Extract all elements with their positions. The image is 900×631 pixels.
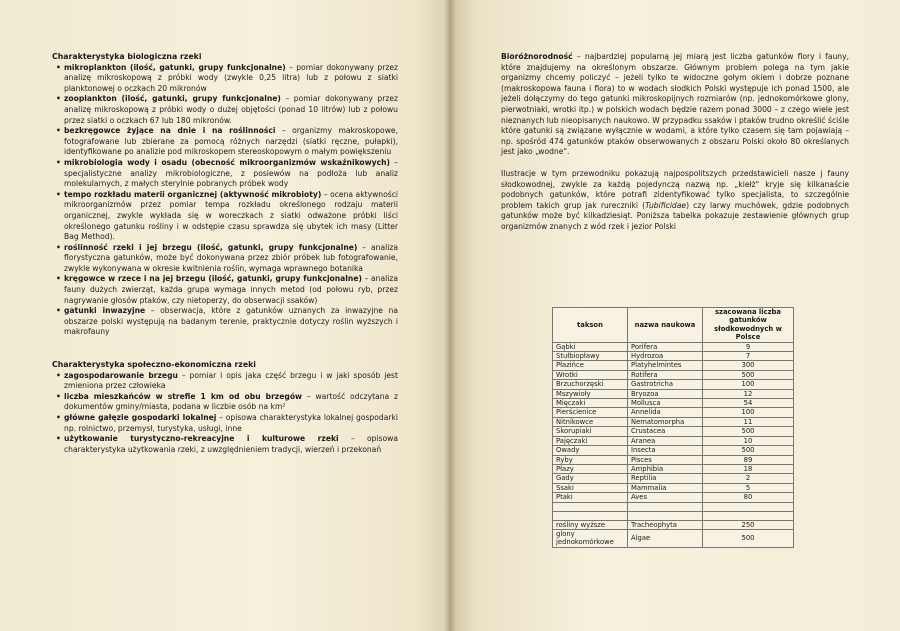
cell-takson: Nitnikowce [553,417,628,426]
cell-species-count: 300 [703,361,794,370]
cell-scientific-name: Crustacea [628,427,703,436]
cell-takson: Ptaki [553,493,628,502]
cell-species-count: 80 [703,493,794,502]
cell-scientific-name: Nematomorpha [628,417,703,426]
col-header-scientific-name: nazwa naukowa [628,308,703,343]
table-row [553,493,794,502]
cell-takson: Płazińce [553,361,628,370]
list-item: • główne gałęzie gospodarki lokalnej – opisowa charakterystyka lokalnej gospodarki np. rolnictwo, przemysł, turystyka, usługi, inne [64,413,398,434]
cell-species-count: 89 [703,455,794,464]
cell-takson: glony jednokomórkowe [553,529,628,547]
cell-species-count: 250 [703,520,794,529]
table-row-empty [553,511,794,520]
list-item: • zagospodarowanie brzegu – pomiar i opis jaka część brzegu i w jaki sposób jest zmieniona przez człowieka [64,371,398,392]
cell-scientific-name: Amphibia [628,464,703,473]
table-row [553,370,794,379]
cell-scientific-name: Hydrozoa [628,352,703,361]
illustrations-paragraph: Ilustracje w tym przewodniku pokazują najpospolitszych przedstawicieli nasze j fauny słodkowodnej, zwykle za każdą pojedynczą nazwą np. „kiełż" kryje się kilkanaście podobnych gatunków, które potrafi zidentyfikować tylko specjalista, to szczególnie problem takich grup jak rureczniki (Tubificidae) czy larwy muchówek, gdzie podobnych gatunków może być kilkadziesiąt. Poniższa tabelka pokazuje zestawienie głównych grup organizmów znanych z wód rzek i jezior Polski [501,168,849,231]
cell-takson: Ryby [553,455,628,464]
cell-species-count: 100 [703,408,794,417]
cell-scientific-name: Bryozoa [628,389,703,398]
soc-section-title: Charakterystyka społeczno-ekonomiczna rzeki [52,360,256,370]
empty-cell [553,511,628,520]
cell-takson: Ssaki [553,483,628,492]
cell-takson: Gady [553,474,628,483]
empty-cell [703,502,794,511]
cell-scientific-name: Pisces [628,455,703,464]
cell-takson: Owady [553,446,628,455]
cell-scientific-name: Annelida [628,408,703,417]
cell-takson: Wrotki [553,370,628,379]
cell-species-count: 12 [703,389,794,398]
cell-scientific-name: Insecta [628,446,703,455]
empty-cell [553,502,628,511]
cell-species-count: 100 [703,380,794,389]
table-row [553,408,794,417]
cell-scientific-name: Mollusca [628,399,703,408]
cell-species-count: 500 [703,529,794,547]
cell-scientific-name: Algae [628,529,703,547]
cell-takson: Pajęczaki [553,436,628,445]
cell-species-count: 2 [703,474,794,483]
cell-scientific-name: Mammalia [628,483,703,492]
cell-species-count: 11 [703,417,794,426]
cell-takson: Brzuchorzęski [553,380,628,389]
list-item: • bezkręgowce żyjące na dnie i na roślinności – organizmy makroskopowe, fotografowane lub zbierane za pomocą różnych narzędzi (siatki ręczne, pułapki), identyfikowane po analizie pod mikroskopem stereoskopowym o małym powiększeniu [64,126,398,158]
list-item: • tempo rozkładu materii organicznej (aktywność mikrobioty) – ocena aktywności mikroorganizmów przez pomiar tempa rozkładu określonego rodzaju materii organicznej, zwykle wykłada się w woreczkach z siatki odważone próbki liści określonego gatunku rośliny i w odstępie czasu sprawdza się ubytek ich masy (Litter Bag Method). [64,190,398,243]
cell-takson: Gąbki [553,342,628,351]
list-item: • liczba mieszkańców w strefie 1 km od obu brzegów – wartość odczytana z dokumentów gminy/miasta, podana w liczbie osób na km² [64,392,398,413]
empty-cell [628,502,703,511]
table-row [553,455,794,464]
table-row [553,520,794,529]
table-row [553,436,794,445]
table-row [553,474,794,483]
cell-takson: Pierścienice [553,408,628,417]
list-item: • roślinność rzeki i jej brzegu (ilość, gatunki, grupy funkcjonalne) – analiza florystyczna gatunków, może być dokonywana przez zbiór próbek lub fotografowanie, zwykle wykonywana w okresie kwitnienia roślin, wymaga wprawnego botanika [64,243,398,275]
cell-scientific-name: Porifera [628,342,703,351]
cell-scientific-name: Platyhelmintes [628,361,703,370]
cell-species-count: 9 [703,342,794,351]
cell-takson: Skorupiaki [553,427,628,436]
cell-takson: rośliny wyższe [553,520,628,529]
table-row [553,389,794,398]
col-header-takson: takson [553,308,628,343]
biodiversity-paragraph: Bioróżnorodność – najbardziej popularną jej miarą jest liczba gatunków flory i fauny, które znajdujemy na określonym obszarze. Głównym problem polega na tym jakie organizmy chcemy policzyć – jeżeli tylko te widoczne gołym okiem i dobrze poznane (makroskopowa fauna i flora) to w wodach słodkich Polski występuje ich ponad 1500, ale jeżeli dołączymy do tego gatunki mikroskopijnych rozmiarów (np. jednokomórkowe glony, pierwotniaki, wrotki itp.) w polskich wodach będzie razem ponad 3000 – z czego wiele jest nieznanych lub nieopisanych naukowo. W przypadku ssaków i ptaków trudno określić ściśle które gatunki są związane wyłącznie w wodami, a które tylko czasem się tam pojawiają – np. spośród 474 gatunków ptaków obserwowanych z obszaru Polski około 80 określanych jest jako „wodne". [501,52,849,157]
empty-cell [628,511,703,520]
cell-species-count: 500 [703,446,794,455]
list-item: • mikroplankton (ilość, gatunki, grupy funkcjonalne) – pomiar dokonywany przez analizę mikroskopową z próbki wody (zwykle 0,25 litra) lub z połowu z siatki planktonowej o oczkach 20 mikronów [64,63,398,95]
cell-scientific-name: Tracheophyta [628,520,703,529]
cell-species-count: 18 [703,464,794,473]
book-spine [444,0,456,631]
cell-scientific-name: Aves [628,493,703,502]
right-column [501,52,849,233]
cell-takson: Stułbiopławy [553,352,628,361]
list-item: • mikrobiologia wody i osadu (obecność mikroorganizmów wskaźnikowych) – specjalistyczne analizy mikrobiologiczne, z posiewów na podłoża lub analiz molekularnych, z małych sterylnie pobranych próbek wody [64,158,398,190]
cell-species-count: 54 [703,399,794,408]
cell-species-count: 500 [703,370,794,379]
table-row [553,464,794,473]
cell-species-count: 500 [703,427,794,436]
bio-list [52,63,398,338]
cell-scientific-name: Gastrotricha [628,380,703,389]
cell-species-count: 5 [703,483,794,492]
cell-species-count: 7 [703,352,794,361]
soc-list [52,371,398,456]
list-item: • kręgowce w rzece i na jej brzegu (ilość, gatunki, grupy funkcjonalne) – analiza fauny dużych zwierząt, każda grupa wymaga innych metod (od połowu ryb, przez nagrywanie głosów ptaków, czy nietoperzy, do obserwacji ssaków) [64,274,398,306]
table-header-row [553,308,794,343]
table-row [553,417,794,426]
list-item: • zooplankton (ilość, gatunki, grupy funkcjonalne) – pomiar dokonywany przez analizę mikroskopową z próbki wody o dużej objętości (ponad 10 litrów) lub z połowu przez siatki o oczkach 67 lub 180 mikronów. [64,94,398,126]
table-row [553,380,794,389]
taxa-table [552,307,794,548]
cell-scientific-name: Rotifera [628,370,703,379]
cell-scientific-name: Reptilia [628,474,703,483]
cell-takson: Mszywioły [553,389,628,398]
table-row [553,399,794,408]
list-item: • gatunki inwazyjne – obserwacja, które z gatunków uznanych za inwazyjne na obszarze polski występują na badanym terenie, praktycznie dotyczy roślin wyższych i makrofauny [64,306,398,338]
table-row [553,427,794,436]
table-row [553,446,794,455]
empty-cell [703,511,794,520]
table-row [553,529,794,547]
col-header-species-count: szacowana liczba gatunków słodkowodnych w Polsce [703,308,794,343]
table-row [553,361,794,370]
table-row-empty [553,502,794,511]
cell-scientific-name: Aranea [628,436,703,445]
left-column [52,52,398,455]
cell-species-count: 10 [703,436,794,445]
table-row [553,352,794,361]
list-item: • użytkowanie turystyczno-rekreacyjne i kulturowe rzeki – opisowa charakterystyka użytkowania rzeki, z uwzględnieniem tradycji, wierzeń i przekonań [64,434,398,455]
bio-section-title: Charakterystyka biologiczna rzeki [52,52,202,61]
table-row [553,342,794,351]
cell-takson: Płazy [553,464,628,473]
table-row [553,483,794,492]
cell-takson: Mięczaki [553,399,628,408]
